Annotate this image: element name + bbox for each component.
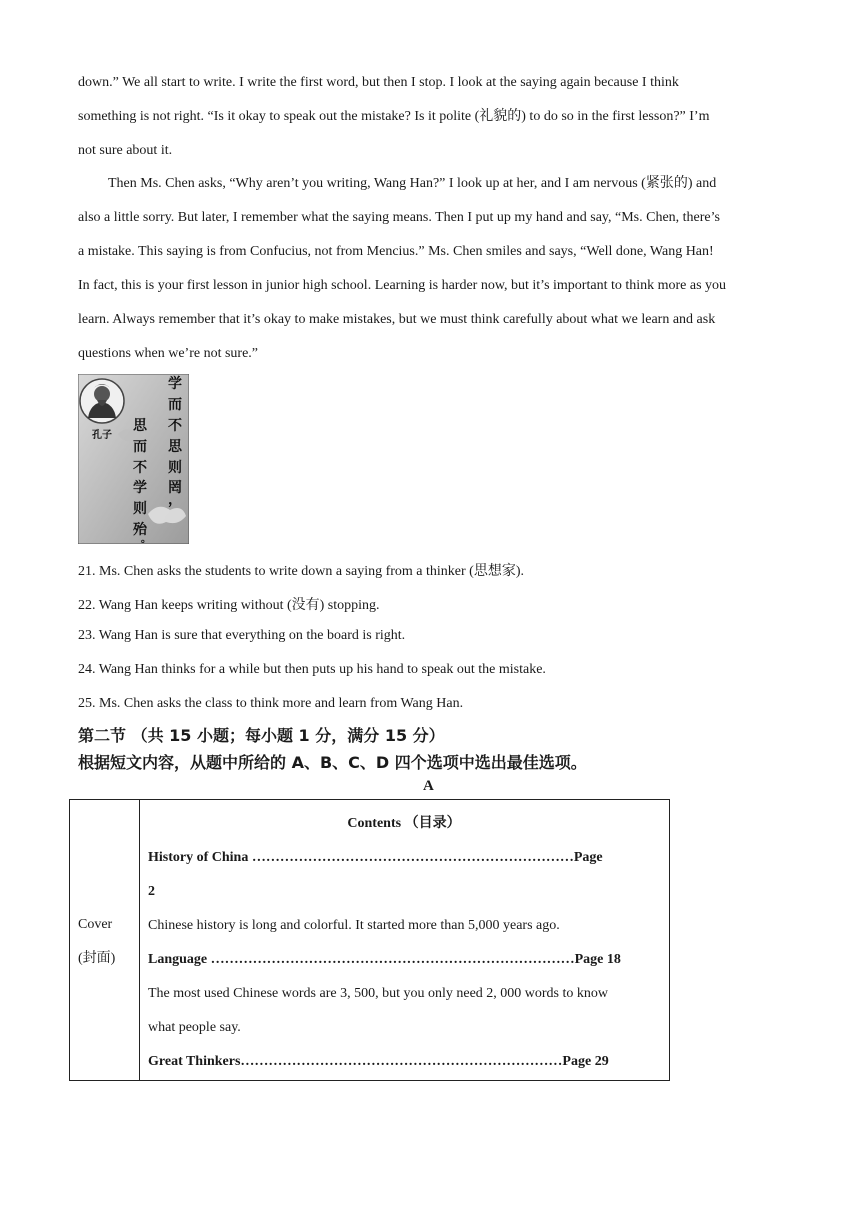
saying-char: 罔: [168, 480, 182, 496]
contents-table: [69, 799, 670, 1081]
section-instruction: 根据短文内容，从题中所给的 A、B、C、D 四个选项中选出最佳选项。: [78, 753, 587, 772]
question-22: 22. Wang Han keeps writing without (没有) stopping.: [78, 598, 380, 613]
text-line: Then Ms. Chen asks, “Why aren’t you writing, Wang Han?” I look up at her, and I am nervous (紧张的) and: [108, 176, 717, 191]
saying-char: 殆: [133, 522, 147, 538]
confucius-saying-image: [78, 374, 189, 544]
text-line: down.” We all start to write. I write the first word, but then I stop. I look at the saying again because I think: [78, 75, 679, 90]
saying-char: 则: [133, 501, 147, 517]
text-line: learn. Always remember that it’s okay to make mistakes, but we must think carefully about what we learn and ask: [78, 312, 716, 327]
cover-line: (封面): [78, 951, 116, 966]
saying-char: 思: [168, 439, 182, 455]
cover-line: Cover: [78, 917, 113, 932]
saying-char: 学: [133, 480, 147, 496]
text-line: not sure about it.: [78, 143, 173, 158]
cover-label: [78, 908, 115, 976]
toc-desc-language: what people say.: [148, 1020, 241, 1035]
question-25: 25. Ms. Chen asks the class to think more and learn from Wang Han.: [78, 696, 464, 711]
saying-char: 不: [133, 460, 147, 476]
saying-char: 而: [133, 439, 147, 455]
text-line: In fact, this is your first lesson in junior high school. Learning is harder now, but it’s important to think more as you: [78, 278, 727, 293]
text-line: also a little sorry. But later, I remember what the saying means. Then I put up my hand and say, “Ms. Chen, there’s: [78, 210, 720, 225]
paragraph-2: [78, 167, 783, 371]
question-24: 24. Wang Han thinks for a while but then puts up his hand to speak out the mistake.: [78, 662, 546, 677]
toc-entry-language: Language ……………………………………………………………………Page 18: [148, 952, 621, 967]
table-divider: [139, 800, 140, 1080]
toc-entry-history: History of China ……………………………………………………………Page: [148, 850, 603, 865]
part-label: A: [423, 778, 434, 794]
saying-char: 学: [168, 376, 182, 392]
text-line: something is not right. “Is it okay to speak out the mistake? Is it polite (礼貌的) to do so in the first lesson?” I’m: [78, 109, 710, 124]
section-heading: 第二节 （共 15 小题；每小题 1 分，满分 15 分）: [78, 726, 445, 745]
text-line: a mistake. This saying is from Confucius, not from Mencius.” Ms. Chen smiles and says, “Well done, Wang Han!: [78, 244, 714, 259]
saying-char: 思: [133, 418, 147, 434]
toc-entry-history-page: 2: [148, 884, 155, 899]
svg-text:。: 。: [141, 534, 151, 544]
toc-desc-history: Chinese history is long and colorful. It started more than 5,000 years ago.: [148, 918, 560, 933]
toc-desc-language: The most used Chinese words are 3, 500, but you only need 2, 000 words to know: [148, 986, 608, 1001]
question-21: 21. Ms. Chen asks the students to write down a saying from a thinker (思想家).: [78, 564, 524, 579]
svg-text:，: ，: [168, 492, 182, 508]
question-23: 23. Wang Han is sure that everything on the board is right.: [78, 628, 406, 643]
saying-char: 而: [168, 397, 182, 413]
paragraph-1: [78, 66, 783, 168]
toc-entry-thinkers: Great Thinkers……………………………………………………………Page 29: [148, 1054, 609, 1069]
contents-cell: [148, 807, 660, 1079]
contents-title: Contents （目录）: [347, 816, 461, 831]
saying-char: 不: [168, 418, 182, 434]
text-line: questions when we’re not sure.”: [78, 346, 259, 361]
saying-char: 则: [168, 460, 182, 476]
portrait-caption: 孔子: [92, 430, 112, 441]
